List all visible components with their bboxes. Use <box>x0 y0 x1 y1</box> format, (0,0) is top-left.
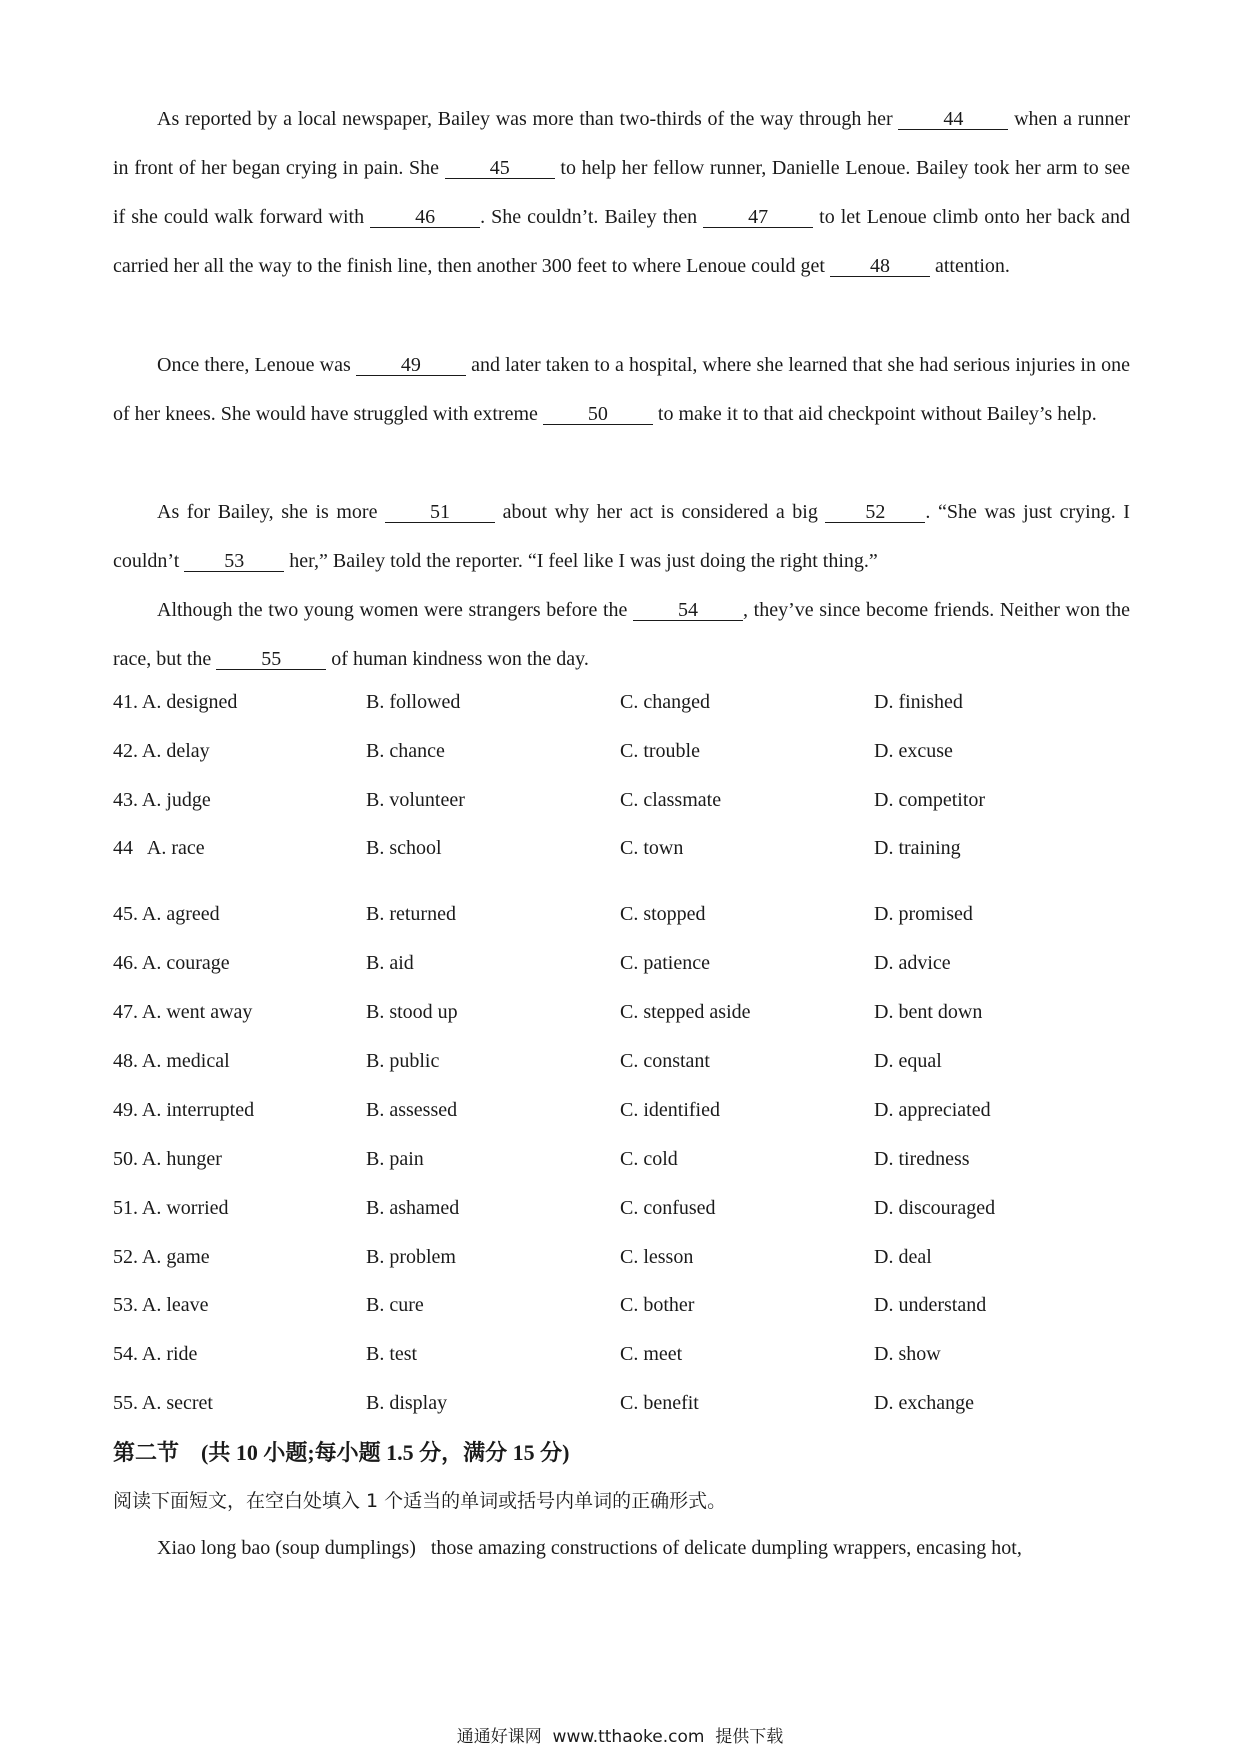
option-d: D. appreciated <box>874 1099 991 1121</box>
passage-text: As for Bailey, she is more <box>157 501 386 523</box>
option-c: C. classmate <box>620 789 722 811</box>
option-b: B. stood up <box>366 1001 458 1023</box>
blank-51: 51 <box>385 502 495 523</box>
option-b: B. test <box>366 1343 418 1365</box>
blank-54: 54 <box>633 600 743 621</box>
option-c: C. benefit <box>620 1392 699 1414</box>
option-d: D. tiredness <box>874 1148 970 1170</box>
option-row-55 <box>113 1389 1130 1417</box>
option-c: C. meet <box>620 1343 683 1365</box>
option-c: C. cold <box>620 1148 678 1170</box>
option-d: D. promised <box>874 903 973 925</box>
option-a: 53. A. leave <box>113 1294 209 1316</box>
section-instruction: 阅读下面短文，在空白处填入 1 个适当的单词或括号内单词的正确形式。 <box>113 1490 727 1512</box>
option-d: D. show <box>874 1343 941 1365</box>
option-row-43 <box>113 786 1130 814</box>
option-a: 49. A. interrupted <box>113 1099 255 1121</box>
section2-passage-start <box>113 1524 1130 1573</box>
option-b: B. followed <box>366 691 461 713</box>
option-row-45 <box>113 900 1130 928</box>
option-row-41 <box>113 688 1130 716</box>
blank-55: 55 <box>216 649 326 670</box>
option-c: C. lesson <box>620 1246 694 1268</box>
option-b: B. volunteer <box>366 789 465 811</box>
option-row-42 <box>113 737 1130 765</box>
passage-text: and later taken to a hospital, where she learned that she had serious injuries in one of her knees. She would have struggled with extreme <box>113 354 1130 425</box>
section-heading: 第二节 (共 10 小题;每小题 1.5 分，满分 15 分) <box>113 1440 570 1465</box>
blank-45: 45 <box>445 158 555 179</box>
option-c: C. stepped aside <box>620 1001 751 1023</box>
option-row-47 <box>113 998 1130 1026</box>
option-b: B. assessed <box>366 1099 458 1121</box>
blank-47: 47 <box>703 207 813 228</box>
option-b: B. aid <box>366 952 414 974</box>
option-c: C. confused <box>620 1197 716 1219</box>
option-a: 45. A. agreed <box>113 903 220 925</box>
option-row-49 <box>113 1096 1130 1124</box>
option-c: C. stopped <box>620 903 706 925</box>
option-c: C. trouble <box>620 740 700 762</box>
blank-48: 48 <box>830 256 930 277</box>
option-c: C. changed <box>620 691 710 713</box>
blank-52: 52 <box>825 502 925 523</box>
passage-text: As reported by a local newspaper, Bailey was more than two-thirds of the way through her <box>157 108 899 130</box>
option-b: B. ashamed <box>366 1197 460 1219</box>
blank-46: 46 <box>370 207 480 228</box>
option-c: C. identified <box>620 1099 720 1121</box>
footer-source: 通通好课网 www.tthaoke.com 提供下载 <box>456 1727 784 1747</box>
option-row-51 <box>113 1194 1130 1222</box>
option-row-46 <box>113 949 1130 977</box>
option-row-44 <box>113 834 1130 862</box>
option-c: C. patience <box>620 952 710 974</box>
option-a: 48. A. medical <box>113 1050 230 1072</box>
option-a: 52. A. game <box>113 1246 210 1268</box>
blank-49: 49 <box>356 355 466 376</box>
option-a: 41. A. designed <box>113 691 238 713</box>
option-row-54 <box>113 1340 1130 1368</box>
option-d: D. finished <box>874 691 963 713</box>
passage-paragraph-3 <box>113 488 1130 586</box>
option-b: B. pain <box>366 1148 424 1170</box>
passage-text: of human kindness won the day. <box>326 648 589 670</box>
option-d: D. bent down <box>874 1001 983 1023</box>
option-c: C. town <box>620 837 684 859</box>
passage-text: about why her act is considered a big <box>495 501 826 523</box>
option-row-53 <box>113 1291 1130 1319</box>
option-c: C. bother <box>620 1294 695 1316</box>
option-a: 46. A. courage <box>113 952 230 974</box>
passage-text: to let Lenoue climb onto her back and carried her all the way to the finish line, then another 300 feet to where Lenoue could get <box>113 206 1131 277</box>
passage-text: to help her fellow runner, Danielle Lenoue. Bailey took her arm to see if she could walk forward with <box>113 157 1130 228</box>
passage-text: attention. <box>929 255 1010 277</box>
option-a: 50. A. hunger <box>113 1148 222 1170</box>
option-d: D. exchange <box>874 1392 974 1414</box>
option-a: 55. A. secret <box>113 1392 213 1414</box>
option-b: B. display <box>366 1392 448 1414</box>
passage-paragraph-1 <box>113 95 1130 291</box>
option-a: 44 A. race <box>113 837 205 859</box>
option-d: D. excuse <box>874 740 953 762</box>
passage-text: Although the two young women were strangers before the <box>157 599 634 621</box>
blank-50: 50 <box>543 404 653 425</box>
option-a: 54. A. ride <box>113 1343 198 1365</box>
option-c: C. constant <box>620 1050 710 1072</box>
passage-paragraph-4 <box>113 586 1130 684</box>
blank-53: 53 <box>184 551 284 572</box>
option-d: D. discouraged <box>874 1197 996 1219</box>
blank-44: 44 <box>898 109 1008 130</box>
passage-text: Xiao long bao (soup dumplings) those amazing constructions of delicate dumpling wrappers, encasing hot, <box>157 1537 1022 1559</box>
option-d: D. understand <box>874 1294 987 1316</box>
option-d: D. competitor <box>874 789 986 811</box>
option-b: B. school <box>366 837 442 859</box>
option-d: D. deal <box>874 1246 932 1268</box>
passage-text: her,” Bailey told the reporter. “I feel like I was just doing the right thing.” <box>284 550 878 572</box>
option-row-48 <box>113 1047 1130 1075</box>
option-a: 43. A. judge <box>113 789 211 811</box>
passage-text: Once there, Lenoue was <box>157 354 356 376</box>
option-row-50 <box>113 1145 1130 1173</box>
option-b: B. problem <box>366 1246 456 1268</box>
option-d: D. training <box>874 837 961 859</box>
option-row-52 <box>113 1243 1130 1271</box>
option-a: 47. A. went away <box>113 1001 253 1023</box>
passage-text: to make it to that aid checkpoint without Bailey’s help. <box>652 403 1097 425</box>
option-d: D. equal <box>874 1050 942 1072</box>
option-b: B. cure <box>366 1294 424 1316</box>
option-b: B. public <box>366 1050 440 1072</box>
passage-text: when a runner in front of her began crying in pain. She <box>113 108 1130 179</box>
option-b: B. chance <box>366 740 445 762</box>
option-a: 51. A. worried <box>113 1197 229 1219</box>
option-d: D. advice <box>874 952 951 974</box>
passage-text: . She couldn’t. Bailey then <box>480 206 704 228</box>
passage-text: . “She was just crying. I couldn’t <box>113 501 1130 572</box>
option-b: B. returned <box>366 903 456 925</box>
option-a: 42. A. delay <box>113 740 210 762</box>
passage-text: , they’ve since become friends. Neither won the race, but the <box>113 599 1130 670</box>
passage-paragraph-2 <box>113 341 1130 439</box>
